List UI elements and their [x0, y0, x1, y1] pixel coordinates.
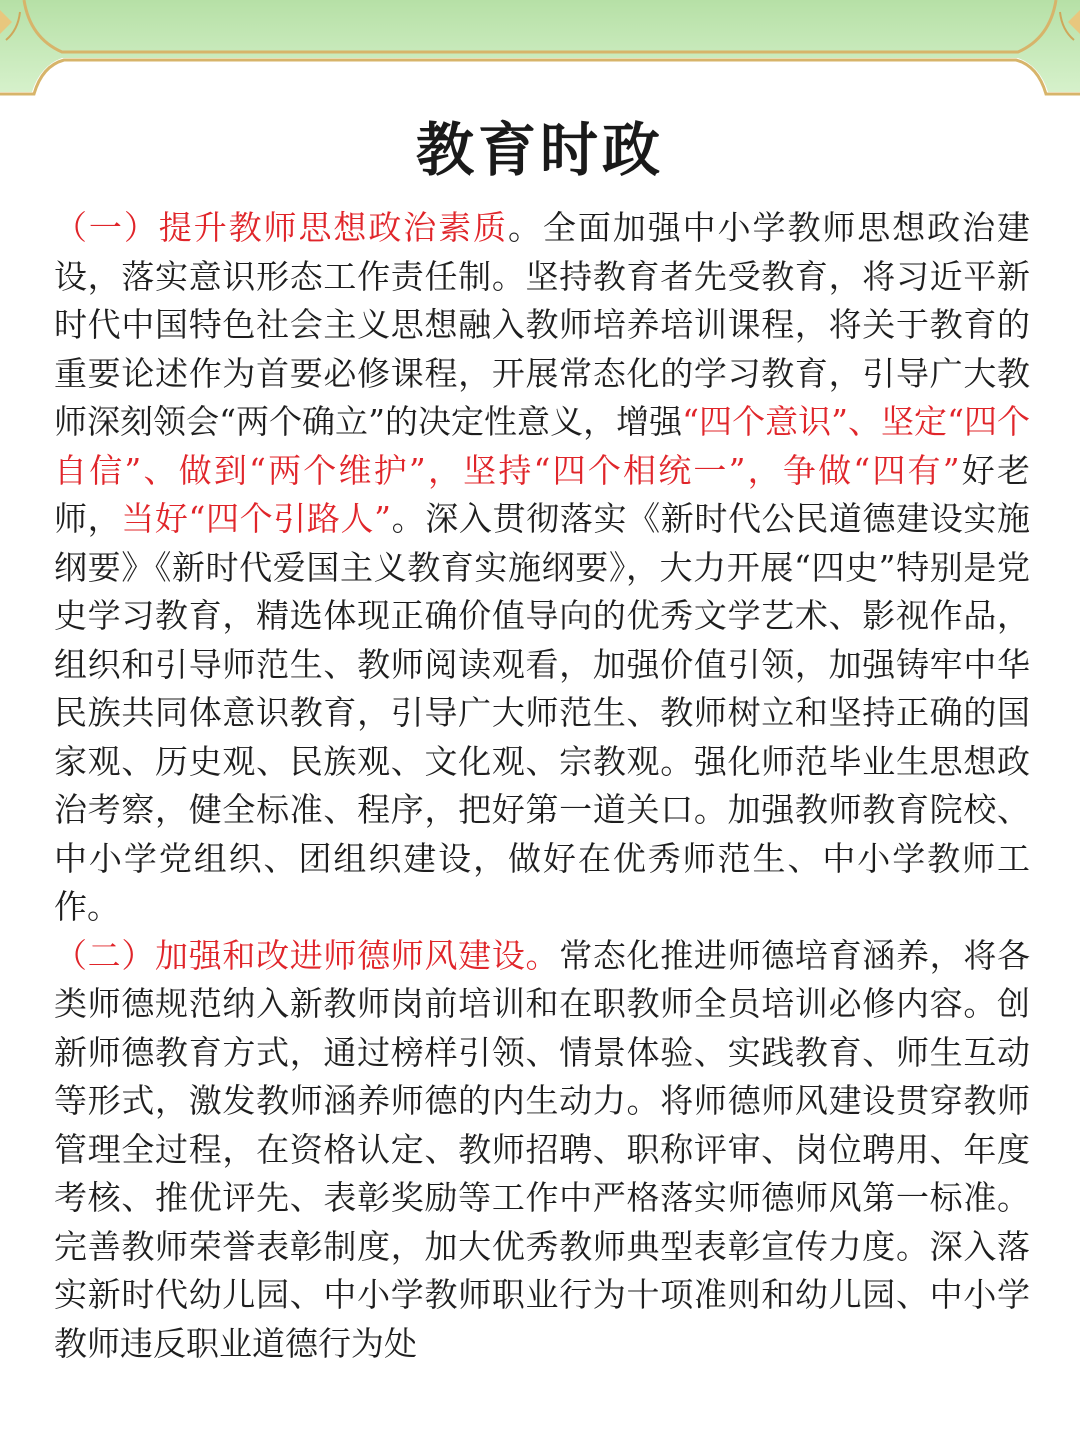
- paragraph-1-text-c: 。深入贯彻落实《新时代公民道德建设实施纲要》《新时代爱国主义教育实施纲要》，大力开展“四史”特别是党史学习教育，精选体现正确价值导向的优秀文学艺术、影视作品，组织和引导师范生、教师阅读观看，加强价值引领，加强铸牢中华民族共同体意识教育，引导广大师范生、教师树立和坚持正确的国家观、历史观、民族观、文化观、宗教观。强化师范毕业生思想政治考察，健全标准、程序，把好第一道关口。加强教师教育院校、中小学党组织、团组织建设，做好在优秀师范生、中小学教师工作。: [54, 499, 1030, 926]
- paragraph-1-highlight-a: “四个意识”、坚定“四个自信”、做到“两个维护”，坚持“四个相统一”，争做“四有”: [54, 402, 1030, 490]
- paragraph-2-text: 常态化推进师德培育涵养，将各类师德规范纳入新教师岗前培训和在职教师全员培训必修内容。创新师德教育方式，通过榜样引领、情景体验、实践教育、师生互动等形式，激发教师涵养师德的内生动力。将师德师风建设贯穿教师管理全过程，在资格认定、教师招聘、职称评审、岗位聘用、年度考核、推优评先、表彰奖励等工作中严格落实师德师风第一标准。完善教师荣誉表彰制度，加大优秀教师典型表彰宣传力度。深入落实新时代幼儿园、中小学教师职业行为十项准则和幼儿园、中小学教师违反职业道德行为处: [54, 935, 1030, 1363]
- decorative-banner: [0, 0, 1080, 98]
- paragraph-1-highlight-b: 当好“四个引路人”: [121, 499, 392, 538]
- paragraph-2-heading: （二）加强和改进师德师风建设。: [54, 935, 560, 975]
- paragraph-1-text-b: 好老师，: [54, 450, 1030, 538]
- paragraph-2: [54, 932, 1030, 1369]
- paragraph-1: [54, 204, 1030, 932]
- article-body: [54, 204, 1030, 1440]
- page-title: 教育时政: [415, 116, 664, 184]
- paragraph-1-text-a: 。全面加强中小学教师思想政治建设，落实意识形态工作责任制。坚持教育者先受教育，将习近平新时代中国特色社会主义思想融入教师培养培训课程，将关于教育的重要论述作为首要必修课程，开展常态化的学习教育，引导广大教师深刻领会“两个确立”的决定性意义，增强: [54, 208, 1030, 441]
- banner-ornament: [0, 0, 1080, 98]
- paragraph-1-heading: （一）提升教师思想政治素质: [54, 208, 509, 247]
